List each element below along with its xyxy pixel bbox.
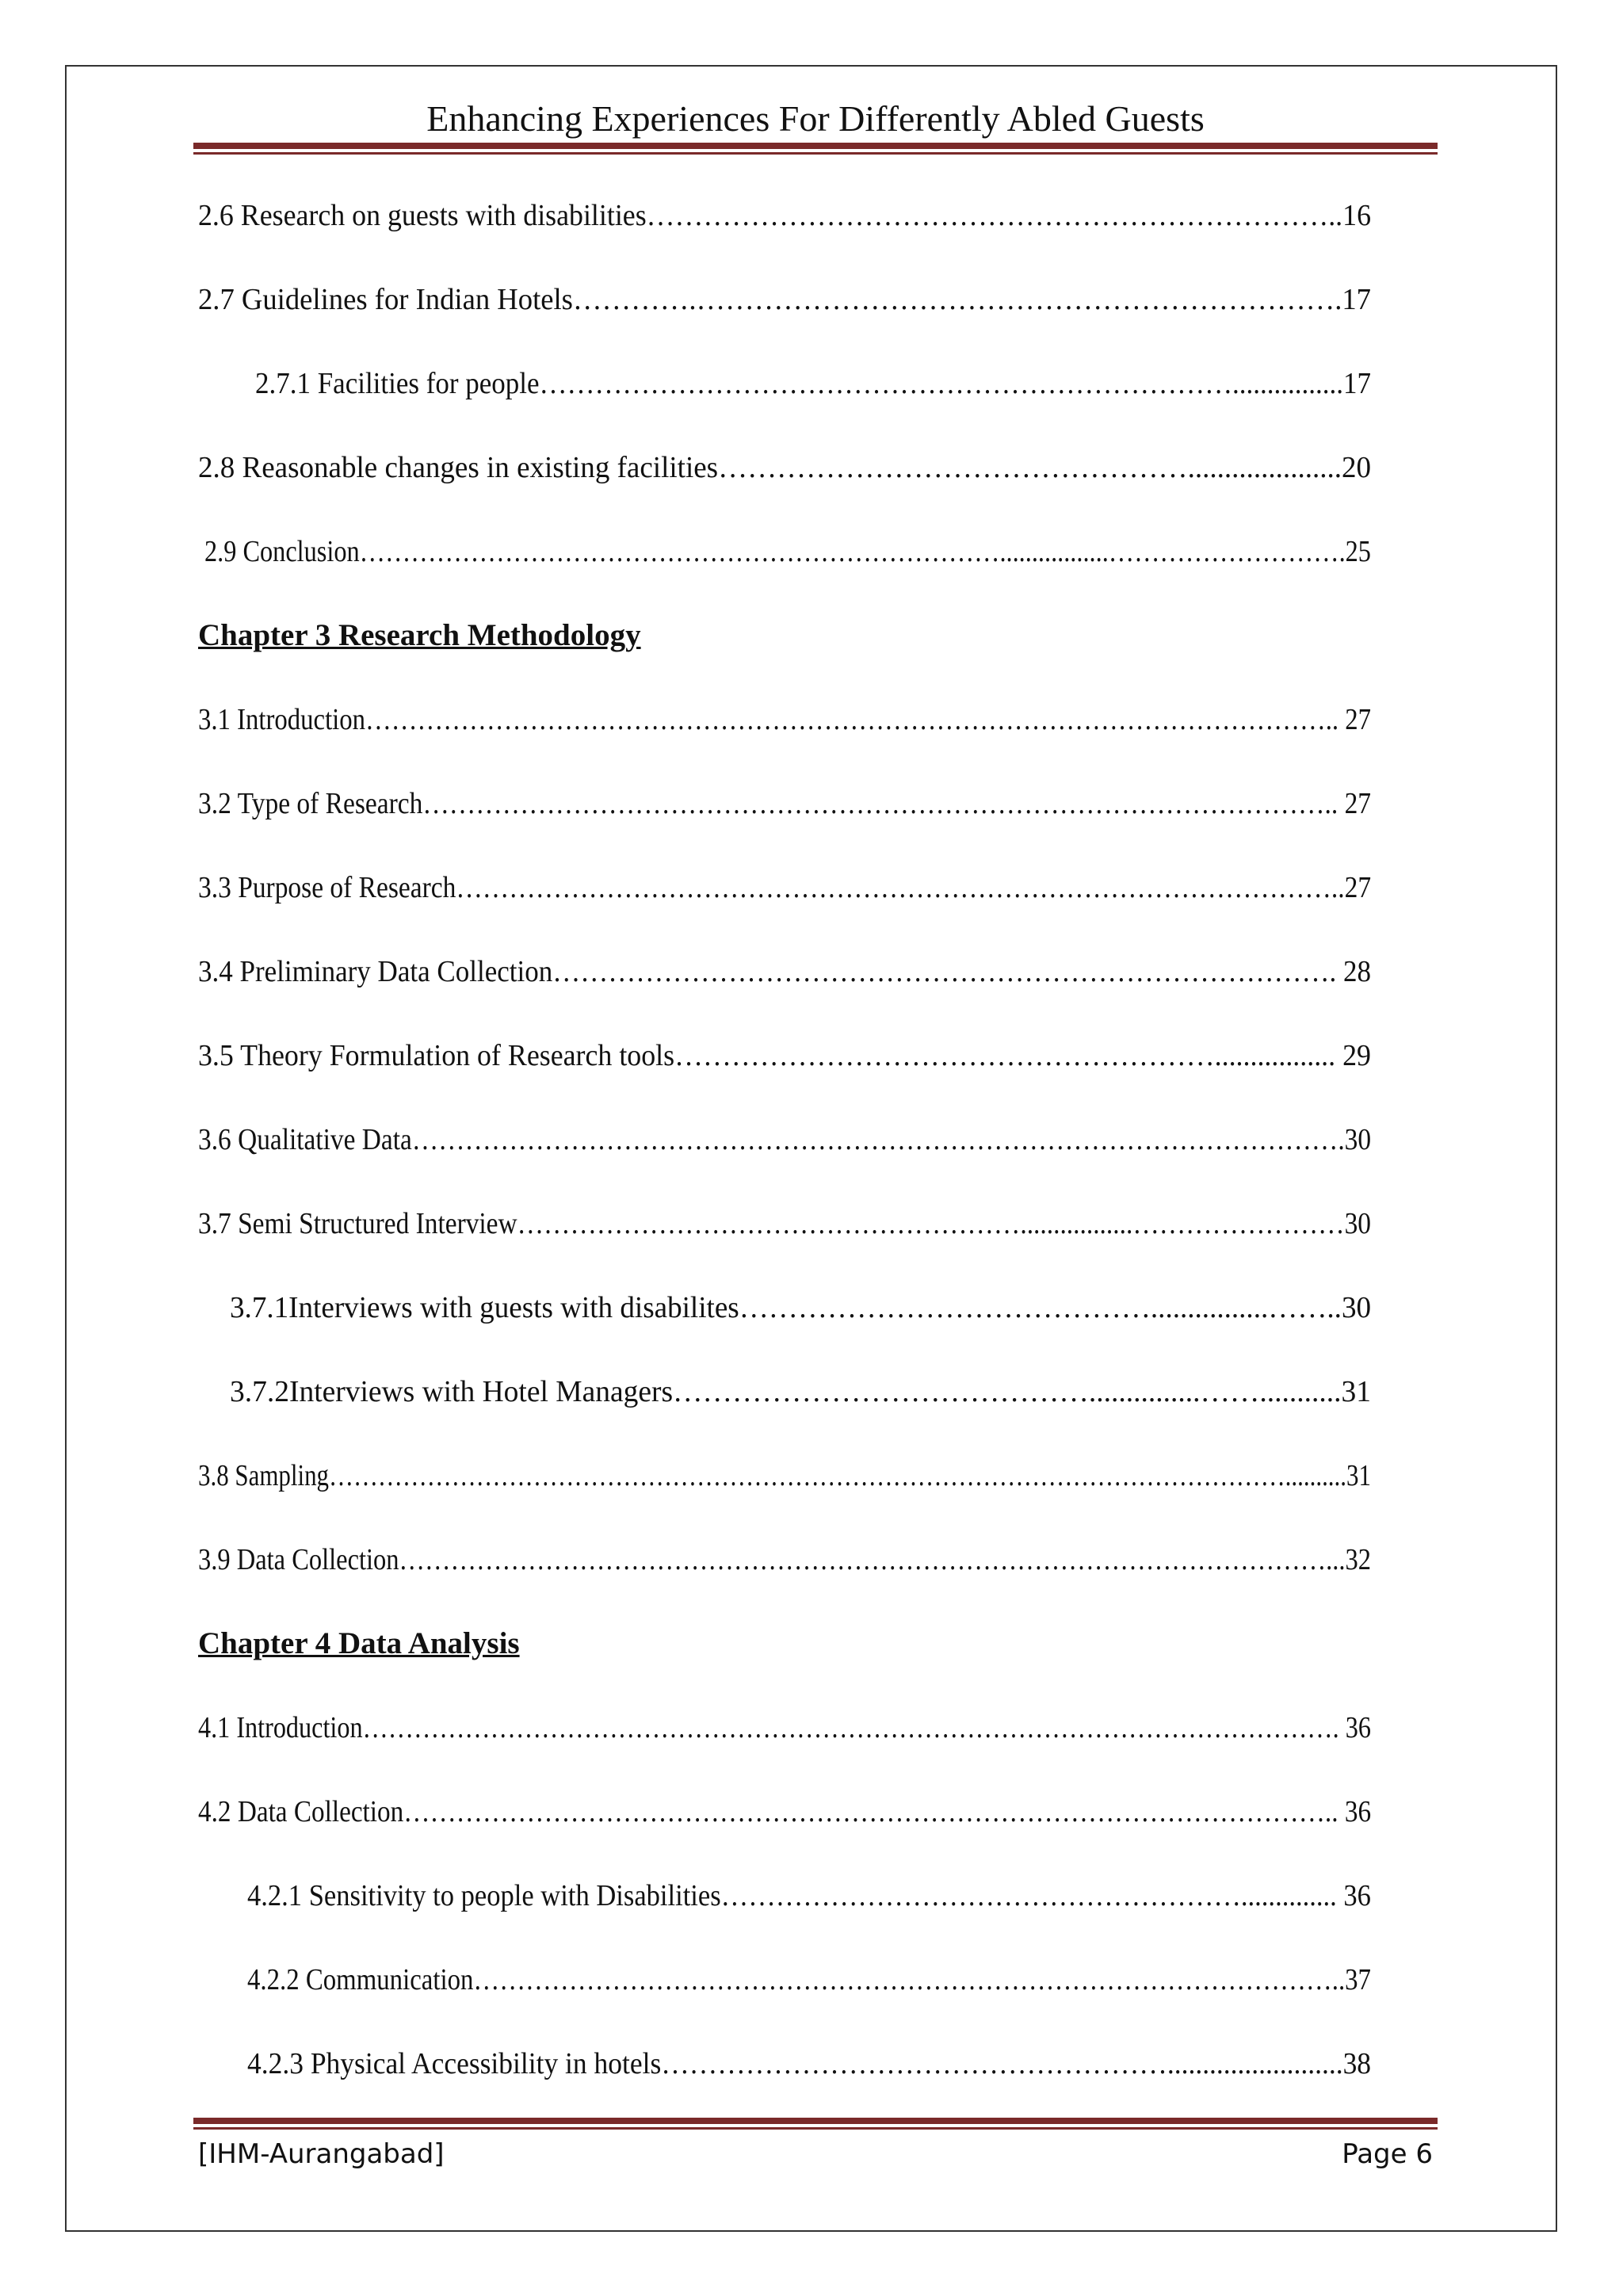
toc-entry: 3.7.1Interviews with guests with disabilites……………………………………................……..30 (230, 1291, 1372, 1324)
toc-entry: 3.6 Qualitative Data…………………………………………………………………………………………….30 (198, 1123, 1372, 1156)
toc-entry: 4.2.2 Communication………………………………………………………………………………………..37 (247, 1963, 1371, 1996)
toc-entry: 2.6 Research on guests with disabilities………………………………………………………………..16 (198, 199, 1372, 232)
toc-entry: 4.2 Data Collection…………………………………………………………………………………………….. 36 (198, 1795, 1372, 1828)
toc-entry: 3.8 Sampling………………………………………………………………………………………………………..........31 (198, 1459, 1371, 1492)
toc-entry: 2.9 Conclusion………………………………………………………………….................……………………….25 (204, 535, 1371, 568)
toc-entry: 4.1 Introduction……………………………………………………………………………………………………. 36 (198, 1711, 1371, 1744)
toc-entry: 3.7.2Interviews with Hotel Managers……………………………………...............……...........31 (230, 1375, 1371, 1408)
toc-entry: 3.1 Introduction………………………………………………………………………………………………….. 27 (198, 703, 1372, 736)
page-number: Page 6 (1342, 2138, 1433, 2170)
toc-entry: 3.4 Preliminary Data Collection…………………………………………………………………………. 28 (198, 955, 1372, 988)
toc-entry: 2.7.1 Facilities for people…………………………………………………………………................17 (255, 367, 1371, 400)
footer-institution: [IHM-Aurangabad] (198, 2138, 445, 2170)
toc-entry: 3.2 Type of Research………………………………………………………………………………………….. 27 (198, 787, 1372, 820)
chapter-heading: Chapter 3 Research Methodology (198, 618, 641, 652)
toc-entry: 3.3 Purpose of Research………………………………………………………………………………………..27 (198, 871, 1372, 904)
toc-entry: 3.5 Theory Formulation of Research tools…………………………………………………................. 29 (198, 1039, 1371, 1072)
footer-rule (193, 2118, 1438, 2130)
toc-entry: 4.2.3 Physical Accessibility in hotels……………………………………………….........................38 (247, 2047, 1372, 2080)
toc-entry: 2.8 Reasonable changes in existing facilities………………………………………….....................20 (198, 451, 1372, 484)
toc-entry: 4.2.1 Sensitivity to people with Disabilities………………………………………………….............. 36 (247, 1879, 1371, 1912)
chapter-heading: Chapter 4 Data Analysis (198, 1626, 520, 1660)
toc-entry: 3.7 Semi Structured Interview………………………………………………….................……………………30 (198, 1207, 1371, 1240)
toc-entry: 2.7 Guidelines for Indian Hotels………….………………………………………………………….17 (198, 283, 1371, 316)
page-title: Enhancing Experiences For Differently Abled Guests (426, 98, 1205, 139)
toc-entry: 3.9 Data Collection………………………………………………………………………………………………...32 (198, 1543, 1372, 1576)
